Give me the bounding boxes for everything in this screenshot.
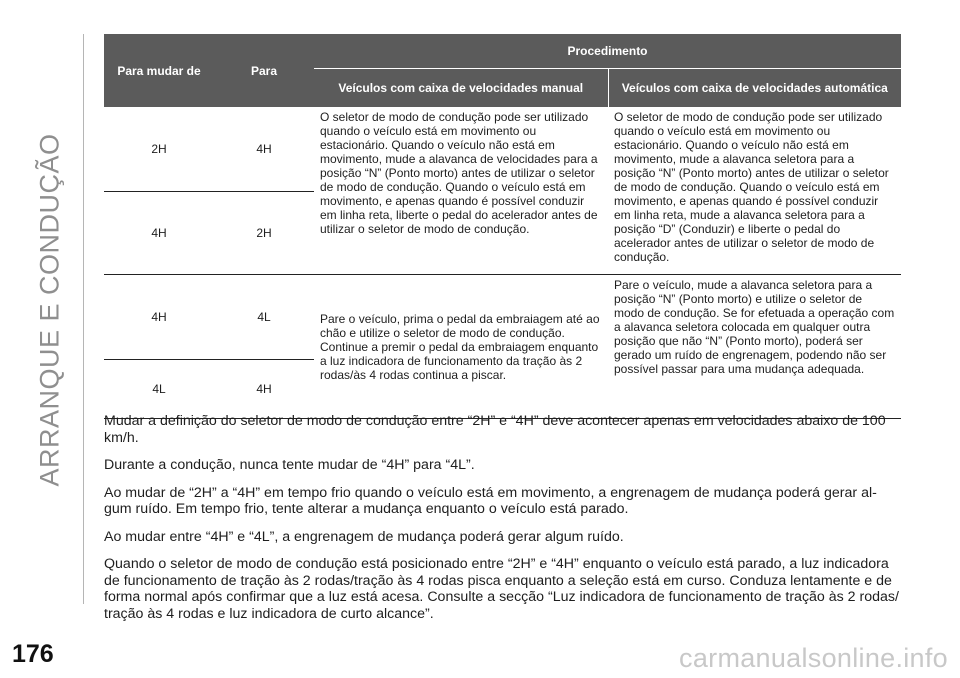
paragraph: Ao mudar entre “4H” e “4L”, a engrenagem de mudança poderá gerar algum ruído. [104,528,624,545]
procedure-manual-4h-4l: Pare o veículo, prima o pedal da embraiagem até ao chão e utilize o seletor de modo de condução. Continue a premir o pedal da embraiagem enquanto a luz indicadora de funcionamento da tração às 2 rodas/às 4 rodas continua a piscar. [314,275,608,419]
row-to: 4H [214,360,314,419]
paragraph: Quando o seletor de modo de condução está posicionado entre “2H” e “4H” enquanto o veículo está parado, a luz indicadora de funcionamento de tração às 2 rodas/tração às 4 rodas pisca enquanto a seleção está em curso. Conduza lentamente e de forma normal após confirmar que a luz está acesa. Consulte a secção “Luz indicadora de funcionamento de tração às 2 rodas/ tração às 4 rodas e luz indicadora de curto alcance”. [104,556,899,622]
paragraph: Durante a condução, nunca tente mudar de “4H” para “4L”. [104,457,475,473]
row-from: 4L [104,360,214,419]
procedure-automatic-4h-4l: Pare o veículo, mude a alavanca seletora para a posição “N” (Ponto morto) e utilize o seletor de modo de condução. Se for efetuada a operação com a alavanca seletora colocada em qualquer outra posição que não “N” (Ponto morto), poderá ser gerado um ruído de engrenagem, podendo não ser possível passar para uma mudança adequada. [608,275,901,419]
table-row [104,107,901,192]
page-number: 176 [12,640,54,668]
procedure-automatic-2h-4h: O seletor de modo de condução pode ser utilizado quando o veículo está em movimento ou estacionário. Quando o veículo não está em movimento, mude a alavanca seletora para a posição “N” (Ponto morto) antes de utilizar o seletor de modo de condução. Quando o veículo está em movimento, e apenas quando é possível conduzir em linha reta, mude a alavanca seletora para a posição “D” (Conduzir) e liberte o pedal do acelerador antes de utilizar o seletor de modo de condução. [608,107,901,275]
header-procedure: Procedimento [314,34,901,69]
row-from: 4H [104,192,214,275]
row-from: 2H [104,107,214,192]
header-automatic: Veículos com caixa de velocidades automática [608,69,901,108]
paragraph: Ao mudar de “2H” a “4H” em tempo frio quando o veículo está em movimento, a engrenagem de mudança poderá gerar al-gum ruído. Em tempo frio, tente alterar a mudança enquanto o veículo está parado. [104,484,877,517]
header-manual: Veículos com caixa de velocidades manual [314,69,608,108]
row-to: 4H [214,107,314,192]
paragraph: Mudar a definição do seletor de modo de condução entre “2H” e “4H” deve acontecer apenas em velocidades abaixo de 100 km/h. [104,413,886,446]
procedure-table [104,34,901,419]
side-divider [83,34,84,604]
row-to: 2H [214,192,314,275]
row-to: 4L [214,275,314,360]
header-change-from: Para mudar de [104,34,214,107]
table-row [104,275,901,360]
body-text [104,413,904,633]
header-change-to: Para [214,34,314,107]
procedure-manual-2h-4h: O seletor de modo de condução pode ser utilizado quando o veículo está em movimento ou estacionário. Quando o veículo não está em movimento, mude a alavanca de velocidades para a posição “N” (Ponto morto) antes de utilizar o seletor de modo de condução. Quando o veículo está em movimento, e apenas quando é possível conduzir em linha reta, liberte o pedal do acelerador antes de utilizar o seletor de modo de condução. [314,107,608,275]
row-from: 4H [104,275,214,360]
watermark: carmanualsonline.info [679,643,948,673]
section-title: ARRANQUE E CONDUÇÃO [34,133,65,487]
